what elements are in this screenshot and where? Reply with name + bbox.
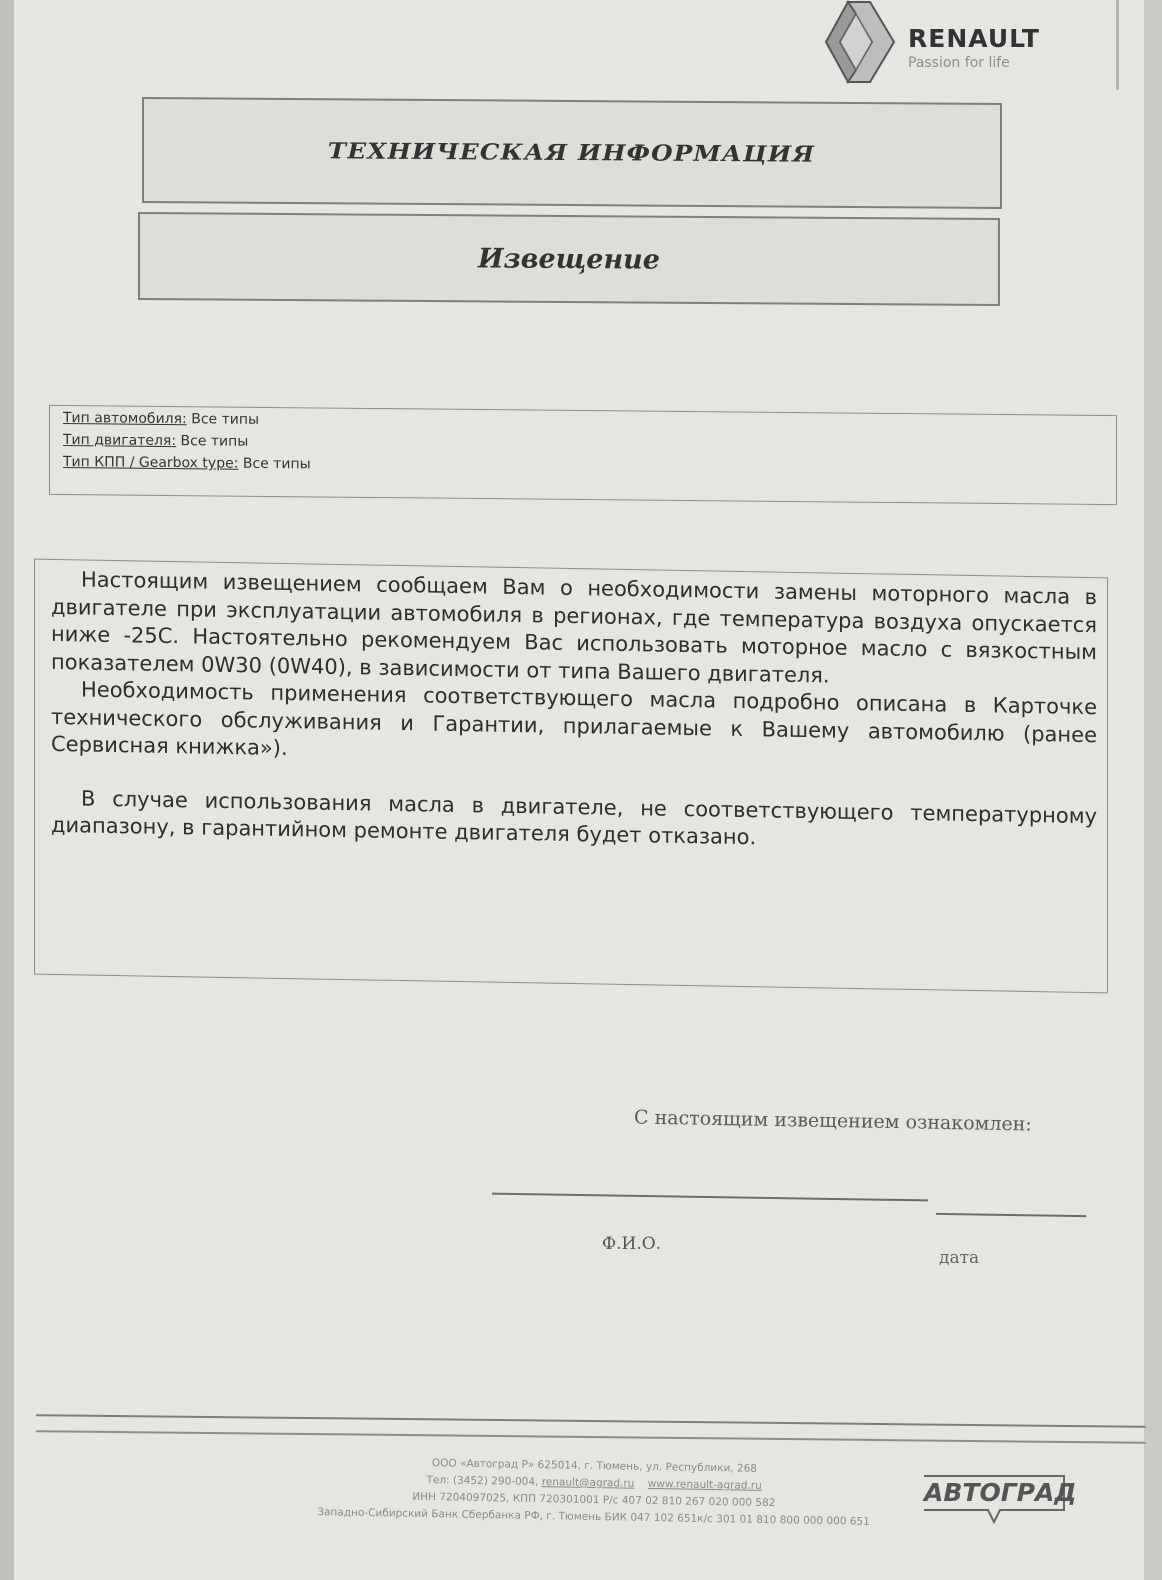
name-label: Ф.И.О. [602, 1234, 662, 1254]
footer-company-address: ООО «Автоград Р» 625014, г. Тюмень, ул. Республики, 268 [431, 1457, 758, 1475]
brand-name: RENAULT [908, 24, 1040, 53]
acknowledgement-text: С настоящим извещением ознакомлен: [633, 1106, 1032, 1136]
footer-email-link[interactable]: renault@agrad.ru [541, 1476, 635, 1490]
footer-tax-details: ИНН 7204097025, КПП 720301001 Р/с 407 02 810 267 020 000 582 [412, 1490, 776, 1510]
document-subtitle: Извещение [478, 242, 660, 276]
document-title: ТЕХНИЧЕСКАЯ ИНФОРМАЦИЯ [328, 138, 816, 168]
page-edge-line [1116, 0, 1119, 90]
date-label: дата [939, 1248, 980, 1268]
notice-paragraph-2: Необходимость применения соответствующего масла подробно описана в Карточке технического обслуживания и Гарантии, прилагаемые к Вашему автомобилю (ранее Сервисная книжка»). [51, 677, 1097, 761]
engine-type-label: Тип двигателя: [63, 432, 177, 450]
gearbox-type-row [63, 454, 311, 472]
footer-phone: Тел: (3452) 290-004, [426, 1474, 539, 1489]
engine-type-row [63, 432, 248, 450]
name-signature-line [492, 1193, 928, 1201]
brand-tagline: Passion for life [908, 55, 1010, 71]
notice-box [34, 559, 1108, 994]
renault-diamond-icon [820, 0, 904, 84]
footer-divider [36, 1414, 1146, 1428]
footer-website-link[interactable]: www.renault-agrad.ru [647, 1477, 762, 1492]
renault-logo [820, 0, 1090, 90]
car-type-row [63, 410, 259, 428]
car-type-value: Все типы [191, 411, 260, 428]
footer-divider-secondary [36, 1430, 1146, 1443]
vehicle-info-box [49, 405, 1117, 505]
gearbox-type-label: Тип КПП / Gearbox type: [63, 454, 239, 472]
document-sheet [14, 0, 1144, 1580]
engine-type-value: Все типы [180, 433, 249, 450]
footer-company-details [203, 1451, 984, 1533]
notice-paragraph-3: В случае использования масла в двигателе, не соответствующего температурному диапазону, в гарантийном ремонте двигателя будет отказано. [51, 785, 1097, 850]
footer-bank-details: Западно-Сибирский Банк Сбербанка РФ, г. Тюмень БИК 047 102 651к/с 301 01 810 800 000 000 651 [317, 1506, 870, 1528]
avtograd-logo [914, 1468, 1084, 1540]
notice-paragraph-1: Настоящим извещением сообщаем Вам о необходимости замены моторного масла в двигателе при эксплуатации автомобиля в регионах, где температура воздуха опускается ниже -25С. Настоятельно рекомендуем Вас использовать моторное масло с вязкостным показателем 0W30 (0W40), в зависимости от типа Вашего двигателя. [51, 567, 1097, 688]
background-edge [0, 0, 14, 1580]
notice-text [51, 566, 1097, 858]
date-signature-line [936, 1213, 1086, 1217]
gearbox-type-value: Все типы [242, 455, 311, 473]
document-subtitle-box [138, 212, 1000, 306]
avtograd-logo-text: АВТОГРАД [924, 1478, 1077, 1507]
car-type-label: Тип автомобиля: [63, 410, 187, 428]
document-title-box [142, 97, 1002, 209]
